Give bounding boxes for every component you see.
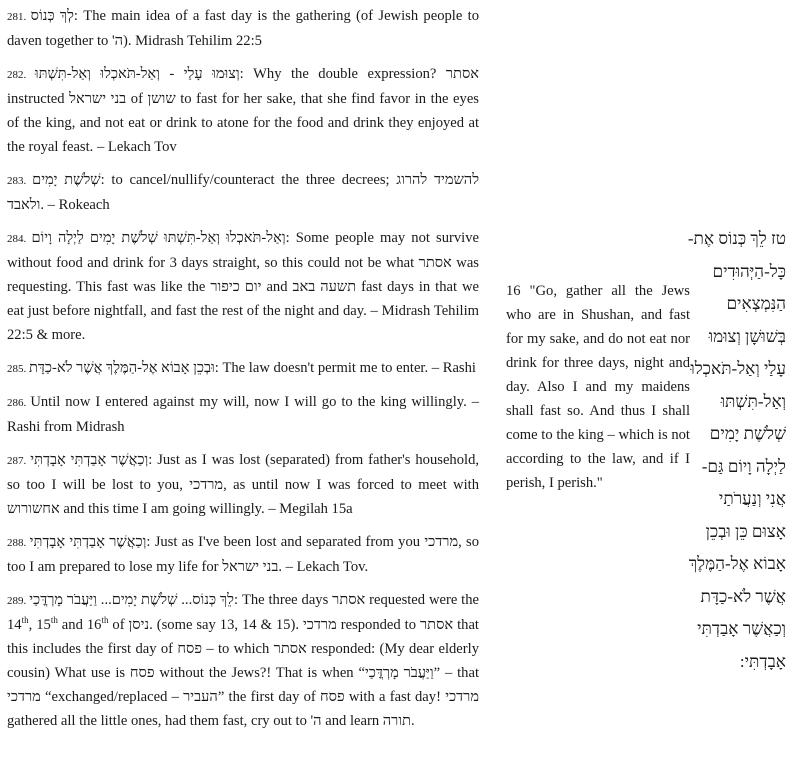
note-text: : The main idea of a fast day is the gathering (of Jewish people to daven together to [7,8,479,49]
hebrew-text: לֵךְ כְּנוֹס... שְׁלֹשֶׁת יָמִים... וַיַּעֲבֹר מָרְדֳּכַי [29,592,235,608]
verse-hebrew-line: אָצוּם כֵּן וּבְכֵן [705,521,786,541]
hebrew-text: יום כיפור [210,279,262,295]
hebrew-text: אסתר [332,592,366,608]
note-text: requested were the 14 [7,592,480,633]
hebrew-text: מרדכי [424,534,459,550]
note-text: and [261,279,293,295]
note-text: without the Jews?! That is when “ [154,665,365,681]
note-text: to fast for her sake, that she find favor in the eyes of the king, and not eat or drink to atone for the food and drink they enjoyed at the royal feast. – Lekach Tov [7,91,479,155]
note-text: gathered all the little ones, had them fast, cry out to [7,713,311,729]
note-text: instructed [7,91,70,107]
verse-hebrew-line: לַיְלָה וָיוֹם גַּם- [701,456,786,476]
footnote-284 [7,226,479,347]
footnote-289 [7,588,479,733]
hebrew-text: העביר [183,689,218,705]
note-text: . – Rokeach [40,197,110,213]
note-text: : Some people may not survive without food and drink for 3 days straight, so this could not be what [7,230,479,271]
verse-hebrew-line: עָלַי וְאַל-תֹּאכְלוּ [690,359,786,378]
footnote-number: 286. [7,397,31,409]
verse-hebrew-line: שְׁלֹשֶׁת יָמִים [709,424,786,443]
hebrew-text: פסח [177,641,202,657]
note-text: and learn [321,713,383,729]
footnote-number: 287. [7,455,31,467]
hebrew-text: וַיַּעֲבֹר מָרְדֳּכַי [364,665,434,681]
footnote-number: 284. [7,233,32,245]
hebrew-text: וְאַל-תֹּאכְלוּ וְאַל-תִּשְׁתּוּ שְׁלֹשֶׁת יָמִים לַיְלָה וָיוֹם [31,230,286,246]
verse-hebrew-line: וְכַאֲשֶׁר אָבַדְתִּי [697,619,786,638]
hebrew-text: פסח [129,665,155,681]
note-text: th [101,615,109,626]
footnote-283 [7,168,479,217]
note-text: – to which [201,641,274,657]
hebrew-text: פסח [320,689,345,705]
verse-hebrew-line: הַנִּמְצְאִים [726,294,786,313]
note-text: th [21,615,29,626]
note-text: , so too I am prepared to lose my life for [7,534,480,575]
verse-hebrew-line: טז לֵךְ כְּנוֹס אֶת- [687,229,786,248]
note-text: ” – that [433,665,479,681]
note-text: that this includes the first day of [7,617,479,657]
hebrew-text: ה' [310,713,322,729]
note-text: ” the first day of [217,689,321,705]
footnote-285 [7,356,479,381]
hebrew-text: שְׁלֹשֶׁת יָמִים [32,172,101,188]
note-text: fast days in that we eat just before nightfall, and fast the rest of the night and day. – Midrash Tehilim 22:5 & more. [7,279,479,343]
note-text: . [410,713,415,729]
footnote-281 [7,4,479,53]
hebrew-text: וְכַאֲשֶׁר אָבַדְתִּי אָבָדְתִּי [29,534,147,550]
hebrew-text: בני ישראל [69,91,127,107]
note-text: with a fast day! [344,689,446,705]
hebrew-text: ה' [111,33,123,49]
note-text: responded: (My dear elderly cousin) What use is [7,641,479,681]
verse-hebrew-line: אֲנִי וְנַעֲרֹתַי [718,489,786,508]
note-text: of [108,617,129,633]
footnote-number: 288. [7,537,30,549]
note-text: th [50,615,58,626]
hebrew-text: מרדכי [302,617,337,633]
hebrew-text: תורה [382,713,411,729]
footnote-number: 282. [7,69,35,81]
verse-hebrew [687,223,786,678]
hebrew-text: תשעה באב [292,279,357,295]
note-text: of [126,91,148,107]
hebrew-text: מרדכי [189,477,224,493]
hebrew-text: מרדכי [445,689,479,705]
footnote-282 [7,62,479,159]
hebrew-text: אסתר [420,617,454,633]
note-text: responded to [336,617,420,633]
footnote-286 [7,390,479,439]
hebrew-text: וּבְכֵן אָבוֹא אֶל-הַמֶּלֶךְ אֲשֶׁר לֹא-כַדָּת [29,360,215,376]
verse-hebrew-line: כָּל-הַיְּהוּדִים [712,261,786,281]
note-text: . (some say 13, 14 & 15). [149,617,303,633]
hebrew-text: לְךְ כְּנוֹס [30,8,74,24]
verse-translation: 16 "Go, gather all the Jews who are in Shushan, and fast for my sake, and do not eat nor drink for three days, night and day. Also I and my maidens shall fast so. And thus I shall come to the king – which is not according to the law, and if I perish, I perish." [506,283,690,491]
hebrew-text: אסתר [418,255,452,271]
hebrew-text: להשמיד להרוג ולאבד [7,172,480,213]
note-text: and 16 [57,617,102,633]
commentary-notes [7,4,479,742]
hebrew-text: בני ישראל [222,559,279,575]
verse-hebrew-line: אֲשֶׁר לֹא-כַדָּת [700,586,786,606]
note-text: “exchanged/replaced – [40,689,184,705]
note-text: Until now I entered against my will, now I will go to the king willingly. – Rashi from Midrash [7,394,479,435]
note-text: : Just as I was lost (separated) from father's household, so too I will be lost to you, [7,452,480,493]
hebrew-text: אסתר [445,66,480,82]
footnote-number: 285. [7,363,29,375]
note-text: and this time I am going willingly. – Megilah 15a [59,501,353,517]
note-text: ). Midrash Tehilim 22:5 [123,33,262,49]
verse-hebrew-line: אָבָדְתִּי: [739,651,786,671]
hebrew-text: אסתר [273,641,307,657]
note-text: . – Lekach Tov. [278,559,369,575]
hebrew-text: וְכַאֲשֶׁר אָבַדְתִּי אָבָדְתִּי [30,452,149,468]
note-text: : The law doesn't permit me to enter. – Rashi [214,360,476,376]
note-text: , as until now I was forced to meet with [223,477,479,493]
note-text: : Why the double expression? [239,66,446,82]
verse-hebrew-line: וְאַל-תִּשְׁתּוּ [720,391,786,411]
footnote-number: 289. [7,595,30,607]
verse-hebrew-line: אָבוֹא אֶל-הַמֶּלֶךְ [688,554,786,573]
note-text: , 15 [28,617,51,633]
note-text: : Just as I've been lost and separated from you [146,534,425,550]
hebrew-text: וְצוּמוּ עָלַי - וְאַל-תֹּאכְלוּ וְאַל-תִּשְׁתּוּ [34,66,240,82]
footnote-number: 283. [7,175,33,187]
verse-hebrew-line: בְּשׁוּשָׁן וְצוּמוּ [708,326,786,346]
footnote-288 [7,530,479,579]
hebrew-text: שושן [147,91,176,107]
note-text: : to cancel/nullify/counteract the three decrees; [100,172,397,188]
note-text: : The three days [234,592,333,608]
hebrew-text: אחשורוש [7,501,60,517]
hebrew-text: ניסן [128,617,150,633]
note-text: was requesting. This fast was like the [7,255,479,295]
hebrew-text: מרדכי [7,689,41,705]
footnote-number: 281. [7,11,31,23]
footnote-287 [7,448,479,521]
